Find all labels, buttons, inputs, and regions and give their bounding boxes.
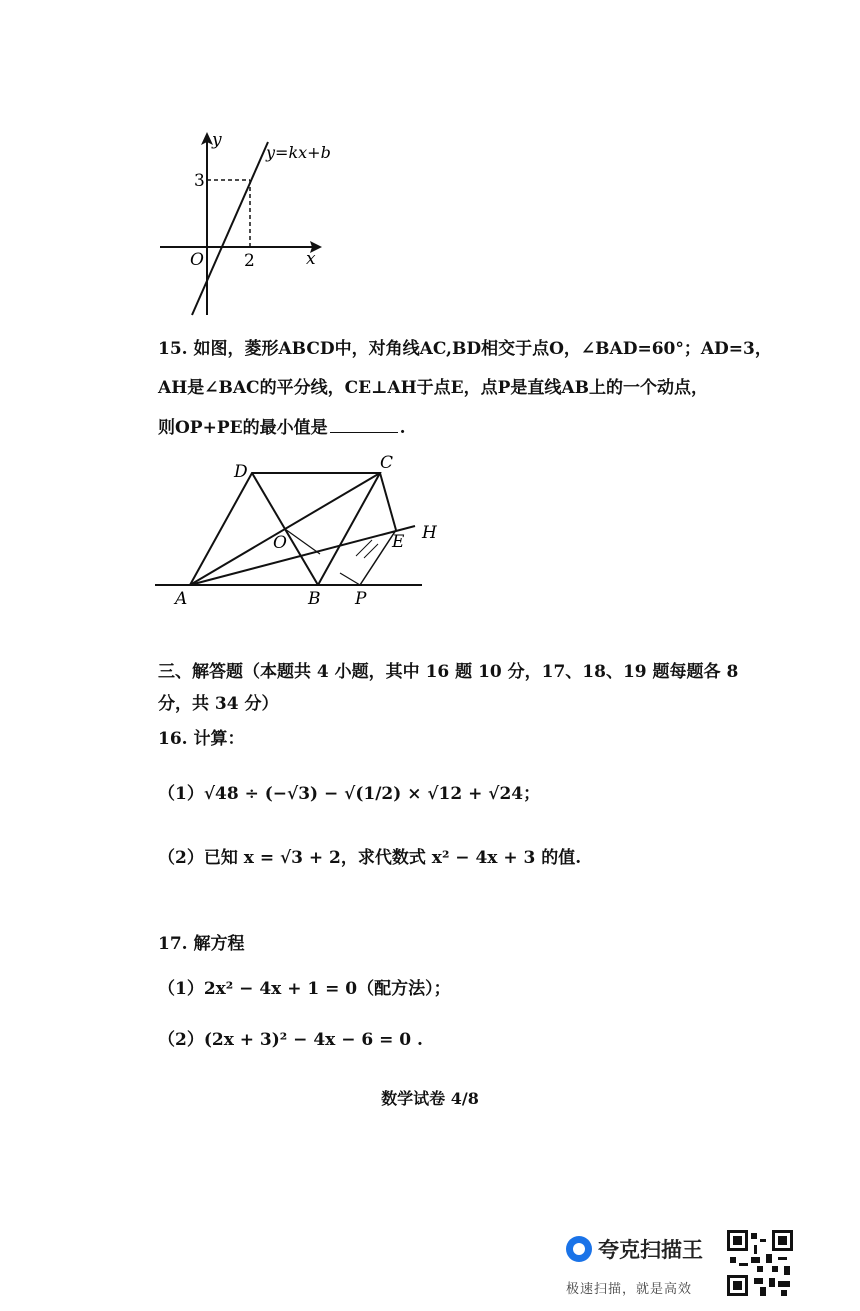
line-label: y=kx+b xyxy=(266,143,331,162)
q15-line3-end: . xyxy=(399,418,406,438)
q17-title: 17. 解方程 xyxy=(158,934,245,954)
q17-part2: （2）(2x + 3)² − 4x − 6 = 0 . xyxy=(158,1030,423,1050)
point-label-P: P xyxy=(355,589,367,609)
section3-heading: 三、解答题（本题共 4 小题，其中 16 题 10 分，17、18、19 题每题各 8 xyxy=(158,662,739,682)
x-tick-label: 2 xyxy=(244,251,255,271)
q15-line1: 15. 如图，菱形ABCD中，对角线AC,BD相交于点O，∠BAD=60°；AD=3， xyxy=(158,339,772,359)
qr-code-icon xyxy=(727,1230,793,1296)
linear-function-graph xyxy=(150,120,340,320)
point-label-C: C xyxy=(380,453,394,473)
q15-line3 xyxy=(158,413,406,438)
watermark-slogan: 极速扫描，就是高效 xyxy=(566,1282,693,1297)
point-label-E: E xyxy=(392,532,405,552)
point-label-A: A xyxy=(175,589,188,609)
q16-part2-expression: 已知 x = √3 + 2，求代数式 x² − 4x + 3 的值. xyxy=(203,848,582,868)
q16-part1 xyxy=(158,779,540,804)
point-label-H: H xyxy=(422,523,437,543)
q15-line3-text: 则OP+PE的最小值是 xyxy=(158,418,328,438)
section3-heading-cont: 分，共 34 分） xyxy=(158,694,279,714)
q15-line2: AH是∠BAC的平分线，CE⊥AH于点E，点P是直线AB上的一个动点， xyxy=(158,378,708,398)
scanner-logo-icon xyxy=(566,1236,592,1262)
y-axis-label: y xyxy=(212,130,222,150)
x-axis-label: x xyxy=(306,249,316,269)
point-label-O: O xyxy=(273,533,287,553)
q16-part2-number: （2） xyxy=(158,848,204,868)
point-label-B: B xyxy=(308,589,321,609)
q16-part1-expression: √48 ÷ (−√3) − √(1/2) × √12 + √24； xyxy=(203,784,541,804)
q16-part1-number: （1） xyxy=(158,784,204,804)
q17-part1: （1）2x² − 4x + 1 = 0（配方法）； xyxy=(158,979,451,999)
rhombus-figure xyxy=(150,450,450,610)
answer-blank[interactable] xyxy=(330,418,398,433)
watermark-name: 夸克扫描王 xyxy=(598,1238,703,1262)
page-footer: 数学试卷 4/8 xyxy=(381,1089,479,1108)
y-tick-label: 3 xyxy=(194,171,205,191)
q16-title: 16. 计算： xyxy=(158,729,245,749)
scanner-watermark xyxy=(564,1234,724,1297)
q16-part2 xyxy=(158,843,581,868)
point-label-D: D xyxy=(234,462,248,482)
origin-label: O xyxy=(190,250,204,270)
